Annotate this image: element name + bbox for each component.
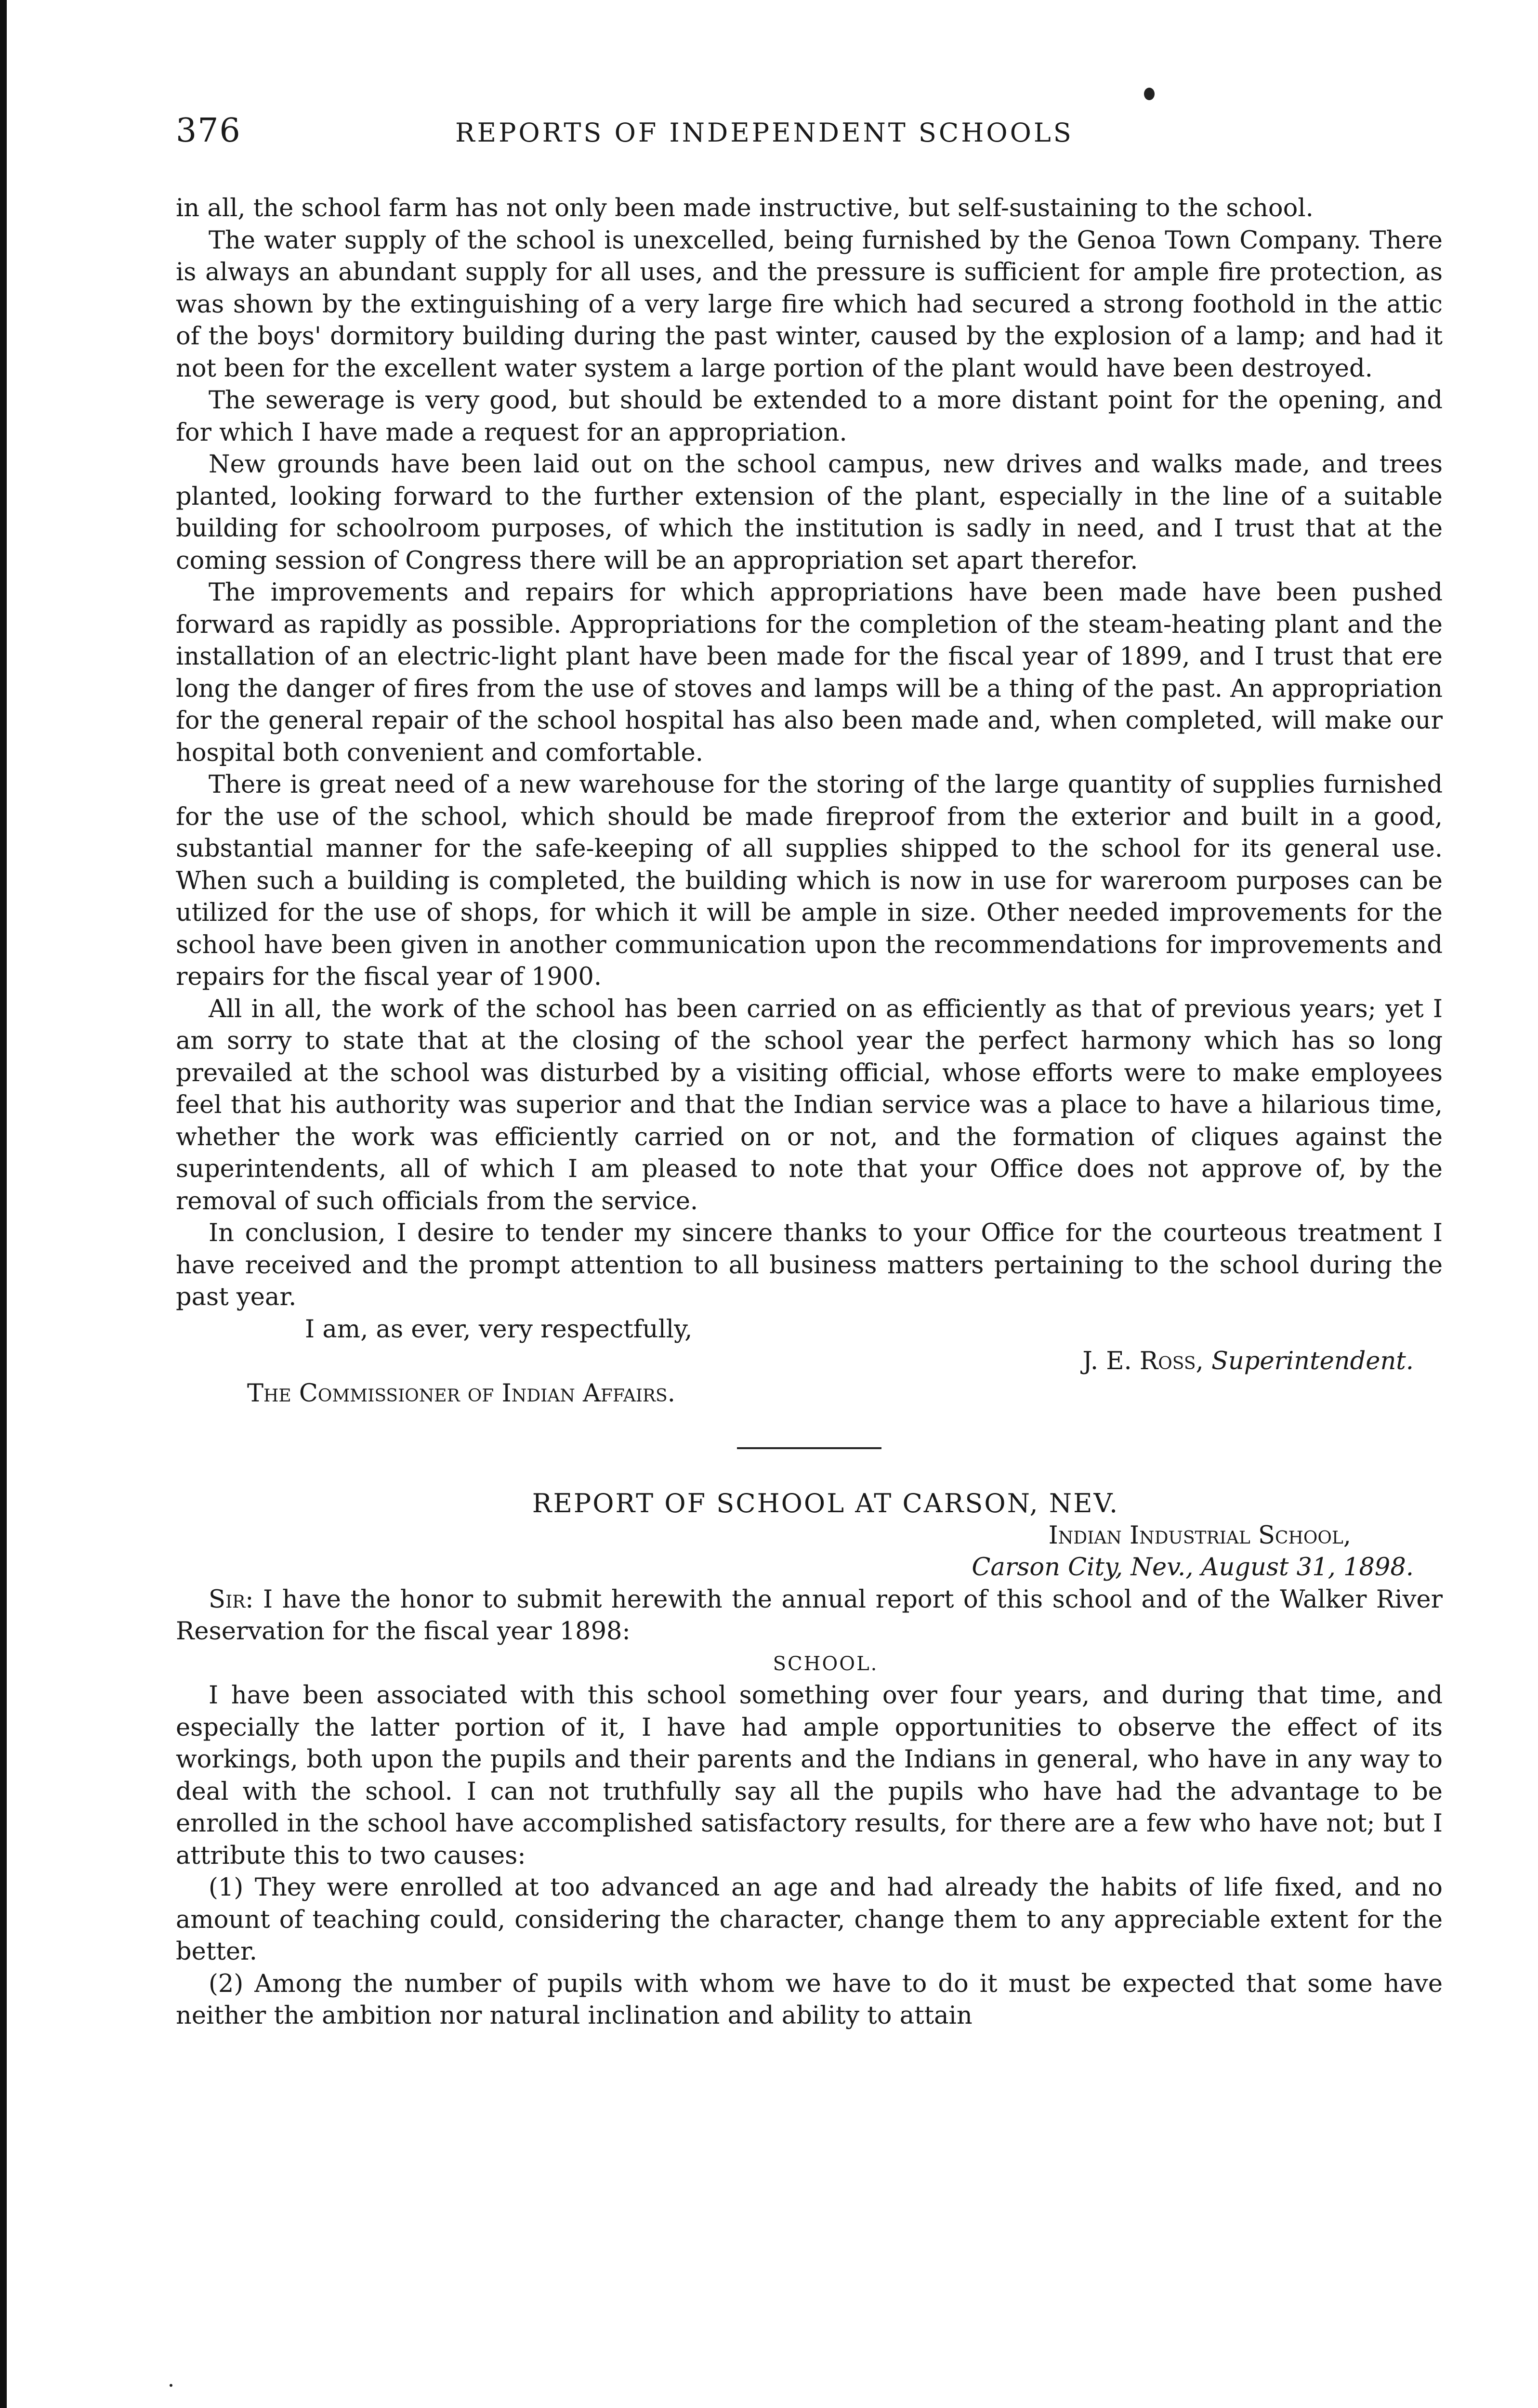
ink-speck — [1144, 88, 1155, 100]
paragraph-conclusion: In conclusion, I desire to tender my sincere thanks to your Office for the courteous treatment I have received and the prompt attention to all business matters pertaining to the school during the past year. — [176, 1219, 1443, 1311]
section-divider — [737, 1447, 881, 1449]
paragraph-warehouse: There is great need of a new warehouse for the storing of the large quantity of supplies furnished for the use of the school, which should be made fireproof from the exterior and built in a good, substantial manner for the safe-keeping of all supplies shipped to the school for its general use. When such a building is completed, the building which is now in use for wareroom purposes can be utilized for the use of shops, for which it will be ample in size. Other needed improvements for the school have been given in another communication upon the recommendations for improvements and repairs for the fiscal year of 1900. — [176, 771, 1443, 991]
paragraph-improvements: The improvements and repairs for which appropriations have been made have been pushed forward as rapidly as possible. Appropriations for the completion of the steam-heating plant and the installation of an electric-light plant have been made for the fiscal year of 1899, and I trust that ere long the danger of fires from the use of stoves and lamps will be a thing of the past. An appropriation for the general repair of the school hospital has also been made and, when completed, will make our hospital both convenient and comfortable. — [176, 578, 1443, 767]
signature-title: Superintendent. — [1211, 1347, 1414, 1375]
dateline-institution: Indian Industrial School, — [1048, 1521, 1351, 1550]
paragraph-grounds: New grounds have been laid out on the school campus, new drives and walks made, and trees planted, looking forward to the further extension of the plant, especially in the line of a suitable building for schoolroom purposes, of which the institution is sadly in need, and I trust that at the coming session of Congress there will be an appropriation set apart therefor. — [176, 450, 1443, 575]
addressee: The Commissioner of Indian Affairs. — [247, 1379, 675, 1408]
paragraph-continued: in all, the school farm has not only been made instructive, but self-sustaining to the school. — [176, 194, 1314, 222]
salutation-lead: Sir: — [209, 1585, 254, 1614]
running-head: REPORTS OF INDEPENDENT SCHOOLS — [455, 118, 1074, 148]
page-body — [176, 193, 1443, 2032]
paragraph-sewerage: The sewerage is very good, but should be extended to a more distant point for the opening, and for which I have made a request for an appropriation. — [176, 386, 1443, 447]
section-title: REPORT OF SCHOOL AT CARSON, NEV. — [532, 1488, 1119, 1518]
salutation-paragraph — [176, 1584, 1443, 1648]
subheading: SCHOOL. — [773, 1652, 879, 1675]
signature-name: J. E. Ross, — [1082, 1347, 1204, 1375]
dateline-place-date: Carson City, Nev., August 31, 1898. — [972, 1553, 1414, 1582]
closing-line: I am, as ever, very respectfully, — [305, 1315, 693, 1344]
page-number: 376 — [176, 112, 241, 150]
page-header — [176, 112, 1447, 155]
ink-speck — [170, 2384, 172, 2387]
paragraph-harmony: All in all, the work of the school has been carried on as efficiently as that of previous years; yet I am sorry to state that at the closing of the school year the perfect harmony which has so long prevailed at the school was disturbed by a visiting official, whose efforts were to make employees feel that his authority was superior and that the Indian service was a place to have a hilarious time, whether the work was efficiently carried on or not, and the formation of cliques against the superintendents, all of which I am pleased to note that your Office does not approve of, by the removal of such officials from the service. — [176, 995, 1443, 1216]
signature — [176, 1346, 1443, 1378]
paragraph-cause-two: (2) Among the number of pupils with whom we have to do it must be expected that some have neither the ambition nor natural inclination and ability to attain — [176, 1969, 1443, 2030]
salutation-text: I have the honor to submit herewith the annual report of this school and of the Walker River Reservation for the fiscal year 1898: — [176, 1585, 1443, 1646]
scan-edge-left — [0, 0, 7, 2408]
paragraph-water-supply: The water supply of the school is unexcelled, being furnished by the Genoa Town Company. There is always an abundant supply for all uses, and the pressure is sufficient for ample fire protection, as was shown by the extinguishing of a very large fire which had secured a strong foothold in the attic of the boys' dormitory building during the past winter, caused by the explosion of a lamp; and had it not been for the excellent water system a large portion of the plant would have been destroyed. — [176, 226, 1443, 383]
paragraph-cause-one: (1) They were enrolled at too advanced an age and had already the habits of life fixed, and no amount of teaching could, considering the character, change them to any appreciable extent for the better. — [176, 1873, 1443, 1966]
paragraph-association: I have been associated with this school something over four years, and during that time, and especially the latter portion of it, I have had ample opportunities to observe the effect of its workings, both upon the pupils and their parents and the Indians in general, who have in any way to deal with the school. I can not truthfully say all the pupils who have had the advantage to be enrolled in the school have accomplished satisfactory results, for there are a few who have not; but I attribute this to two causes: — [176, 1681, 1443, 1870]
